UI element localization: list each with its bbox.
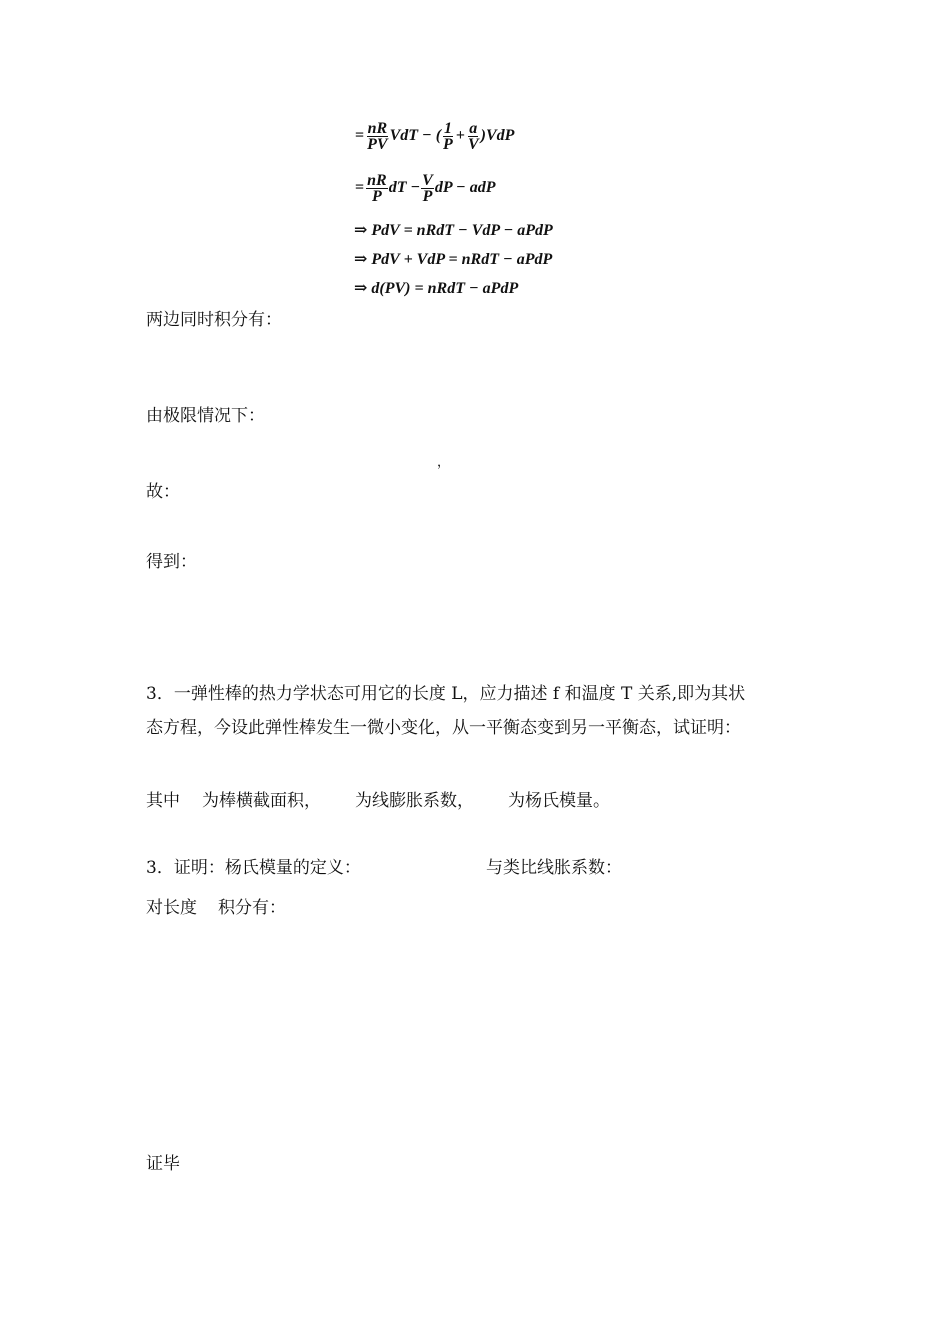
obtain-text: 得到： — [146, 552, 197, 572]
therefore-text: 故： — [146, 482, 180, 502]
fraction — [421, 173, 434, 204]
proof-part-1: 3．证明：杨氏模量的定义： — [146, 858, 361, 878]
where-part-2: 为棒横截面积， — [202, 791, 321, 811]
equation-term: )VdP — [480, 127, 515, 144]
denominator: V — [467, 135, 479, 153]
problem-3-line-2: 态方程，今设此弹性棒发生一微小变化，从一平衡态变到另一平衡态，试证明： — [146, 718, 741, 738]
fraction — [366, 121, 388, 152]
equation-term: dT − — [388, 179, 421, 196]
equation-line-3: ⇒ PdV = nRdT − VdP − aPdP — [354, 222, 553, 239]
denominator: P — [443, 135, 453, 153]
equals-sign: = — [355, 127, 365, 144]
where-part-1: 其中 — [146, 791, 180, 811]
equation-line-4: ⇒ PdV + VdP = nRdT − aPdP — [354, 251, 553, 268]
equation-term: VdT − ( — [389, 127, 442, 144]
integrate-length-part-1: 对长度 — [146, 898, 197, 918]
problem-3-line-1: 3．一弹性棒的热力学状态可用它的长度 L，应力描述 f 和温度 T 关系,即为其状 — [146, 684, 746, 704]
denominator: PV — [367, 135, 388, 153]
proof-part-2: 与类比线胀系数： — [486, 858, 622, 878]
fraction — [366, 173, 388, 204]
denominator: P — [372, 187, 382, 205]
fraction — [442, 121, 454, 152]
integrate-both-sides-text: 两边同时积分有： — [146, 310, 282, 330]
limit-case-text: 由极限情况下： — [146, 406, 265, 426]
integrate-length-part-2: 积分有： — [218, 898, 286, 918]
comma-text: ， — [437, 455, 451, 470]
equation-term: dP − adP — [434, 179, 496, 196]
where-part-4: 为杨氏模量。 — [508, 791, 610, 811]
equals-sign: = — [355, 179, 365, 196]
plus-sign: + — [455, 127, 465, 144]
numerator: V — [422, 171, 433, 189]
equation-line-2 — [354, 171, 496, 205]
numerator: nR — [367, 119, 388, 137]
equation-line-1 — [354, 119, 515, 153]
denominator: P — [422, 187, 433, 205]
equation-line-5: ⇒ d(PV) = nRdT − aPdP — [354, 280, 519, 297]
numerator: a — [469, 119, 478, 137]
numerator: 1 — [443, 119, 452, 137]
numerator: nR — [367, 171, 387, 189]
qed-text: 证毕 — [146, 1154, 180, 1174]
where-part-3: 为线膨胀系数， — [355, 791, 474, 811]
fraction — [467, 121, 480, 152]
